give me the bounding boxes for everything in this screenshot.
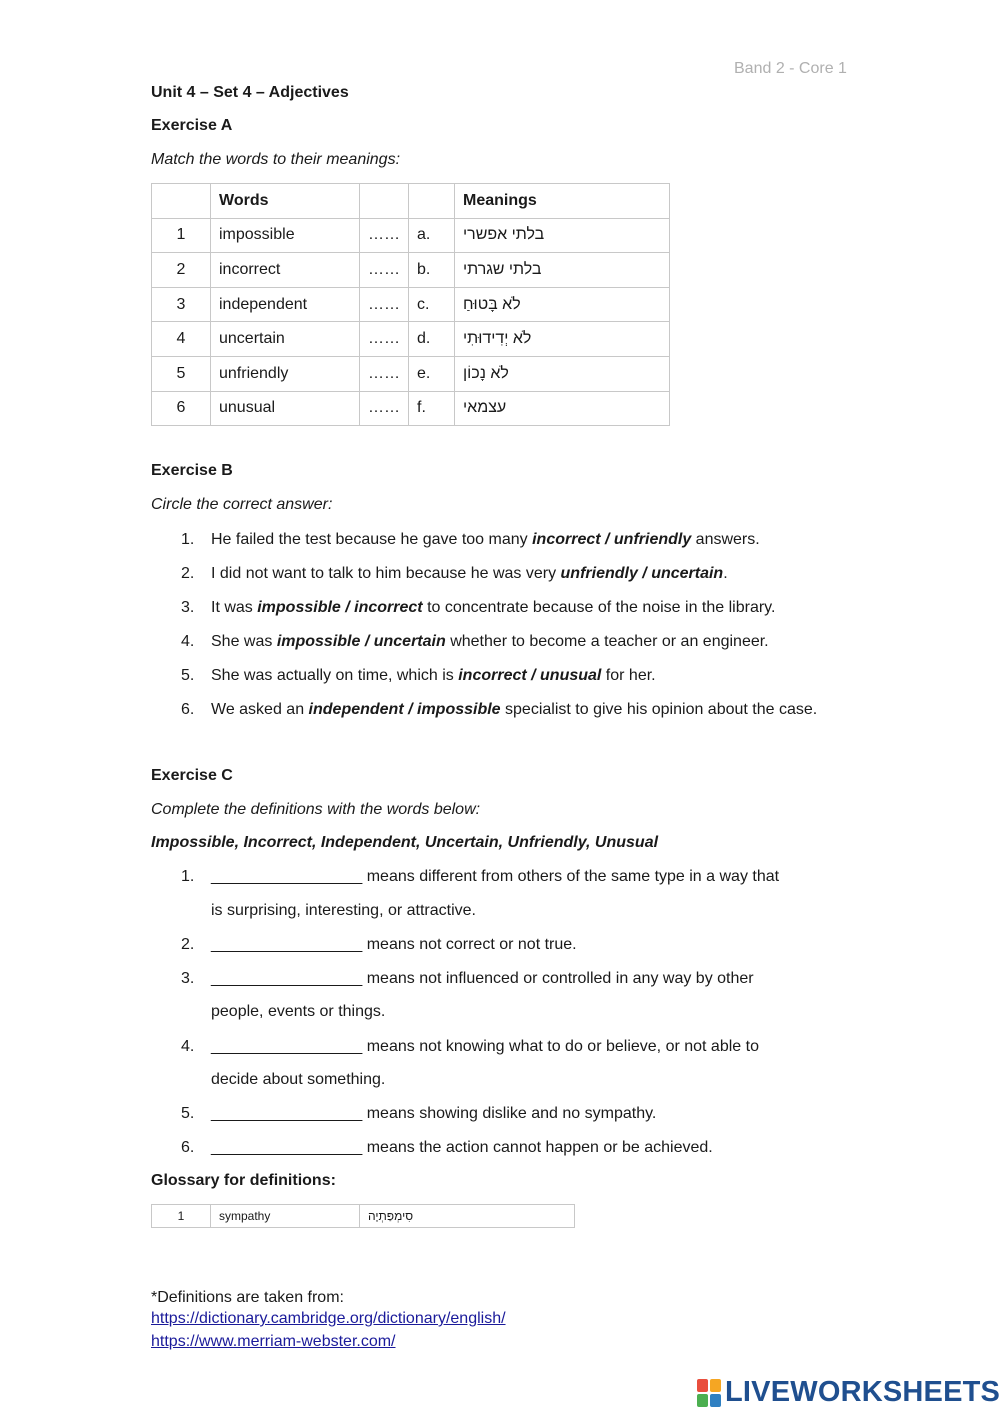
answer-options[interactable]: independent / impossible [308,701,501,718]
table-row [152,218,670,253]
row-meaning: בלתי אפשרי [455,218,670,253]
list-item [151,530,911,550]
table-row [152,287,670,322]
exercise-b-instruction: Circle the correct answer: [151,496,333,513]
row-number: 4 [152,322,211,357]
definition-line[interactable]: _________________ means not correct or not true. [211,936,577,953]
answer-options[interactable]: incorrect / unfriendly [532,531,692,548]
row-number: 2 [152,253,211,288]
sentence-start: She was [211,633,277,650]
item-number: 4. [181,633,195,650]
list-item [151,700,911,720]
row-meaning: לֹא נָכוֹן [455,356,670,391]
sentence-end: answers. [691,531,760,548]
row-letter: b. [409,253,455,288]
word-bank: Impossible, Incorrect, Independent, Uncertain, Unfriendly, Unusual [151,834,659,851]
table-row [152,356,670,391]
answer-options[interactable]: unfriendly / uncertain [560,565,724,582]
answer-blank[interactable]: …… [360,322,409,357]
row-word: impossible [211,218,360,253]
answer-blank[interactable]: …… [360,356,409,391]
header-meanings: Meanings [455,184,670,219]
exercise-c-instruction: Complete the definitions with the words below: [151,801,481,818]
sentence-end: for her. [601,667,656,684]
glossary-word: sympathy [211,1205,360,1228]
band-label: Band 2 - Core 1 [734,60,847,77]
sentence-end: . [723,565,728,582]
match-table-header [152,184,670,219]
header-blank [360,184,409,219]
row-meaning: לֹא יְדִידוּתִי [455,322,670,357]
sources-note: *Definitions are taken from: [151,1289,344,1306]
item-number: 6. [181,701,195,718]
sentence-start: We asked an [211,701,309,718]
glossary-meaning: סִימְפַּתְיָה [360,1205,575,1228]
table-row [152,253,670,288]
header-words: Words [211,184,360,219]
row-number: 1 [152,218,211,253]
glossary-number: 1 [152,1205,211,1228]
row-number: 5 [152,356,211,391]
item-number: 1. [181,868,195,885]
answer-blank[interactable]: …… [360,218,409,253]
item-number: 3. [181,970,195,987]
exercise-b-list [151,530,911,720]
sentence-end: specialist to give his opinion about the case. [500,701,818,718]
item-number: 4. [181,1038,195,1055]
list-item [151,564,911,584]
definition-line[interactable]: _________________ means not knowing what to do or believe, or not able to [211,1038,759,1055]
definition-continuation: people, events or things. [211,1003,386,1020]
logo-square-green [697,1394,708,1407]
answer-options[interactable]: incorrect / unusual [458,667,602,684]
table-row [152,322,670,357]
sentence-start: He failed the test because he gave too many [211,531,533,548]
answer-blank[interactable]: …… [360,287,409,322]
row-word: unusual [211,391,360,426]
page-title: Unit 4 – Set 4 – Adjectives [151,84,349,101]
logo-square-orange [710,1379,721,1392]
row-letter: a. [409,218,455,253]
table-row [152,391,670,426]
cambridge-link[interactable]: https://dictionary.cambridge.org/dictionary/english/ [151,1310,506,1327]
sentence-start: She was actually on time, which is [211,667,459,684]
header-letter [409,184,455,219]
row-meaning: עצמאי [455,391,670,426]
logo-square-red [697,1379,708,1392]
liveworksheets-icon [697,1379,721,1407]
exercise-c-heading: Exercise C [151,767,233,784]
item-number: 2. [181,936,195,953]
sentence-start: I did not want to talk to him because he was very [211,565,561,582]
list-item [151,666,911,686]
exercise-a-heading: Exercise A [151,117,233,134]
header-num [152,184,211,219]
glossary-heading: Glossary for definitions: [151,1172,336,1189]
definition-line[interactable]: _________________ means not influenced or controlled in any way by other [211,970,754,987]
definition-continuation: decide about something. [211,1071,386,1088]
glossary-table [151,1204,575,1228]
row-word: independent [211,287,360,322]
exercise-b-heading: Exercise B [151,462,233,479]
item-number: 2. [181,565,195,582]
row-number: 3 [152,287,211,322]
answer-blank[interactable]: …… [360,391,409,426]
answer-options[interactable]: impossible / incorrect [257,599,423,616]
answer-blank[interactable]: …… [360,253,409,288]
liveworksheets-logo[interactable] [697,1376,1000,1409]
item-number: 1. [181,531,195,548]
item-number: 5. [181,667,195,684]
logo-square-blue [710,1394,721,1407]
row-meaning: בלתי שגרתי [455,253,670,288]
sentence-end: whether to become a teacher or an engineer. [445,633,769,650]
list-item [151,598,911,618]
definition-line[interactable]: _________________ means showing dislike and no sympathy. [211,1105,657,1122]
row-number: 6 [152,391,211,426]
row-word: unfriendly [211,356,360,391]
exercise-a-instruction: Match the words to their meanings: [151,151,401,168]
definition-continuation: is surprising, interesting, or attractive. [211,902,476,919]
item-number: 6. [181,1139,195,1156]
table-row [152,1205,575,1228]
match-table [151,183,670,426]
liveworksheets-wordmark: LIVEWORKSHEETS [725,1376,1000,1408]
row-letter: f. [409,391,455,426]
row-letter: e. [409,356,455,391]
row-letter: c. [409,287,455,322]
list-item [151,632,911,652]
merriam-webster-link[interactable]: https://www.merriam-webster.com/ [151,1333,396,1350]
answer-options[interactable]: impossible / uncertain [276,633,446,650]
item-number: 5. [181,1105,195,1122]
definition-line[interactable]: _________________ means the action cannot happen or be achieved. [211,1139,713,1156]
row-meaning: לֹא בָּטוּחַ [455,287,670,322]
row-word: incorrect [211,253,360,288]
row-letter: d. [409,322,455,357]
sentence-start: It was [211,599,258,616]
row-word: uncertain [211,322,360,357]
item-number: 3. [181,599,195,616]
sentence-end: to concentrate because of the noise in the library. [422,599,776,616]
definition-line[interactable]: _________________ means different from others of the same type in a way that [211,868,780,885]
